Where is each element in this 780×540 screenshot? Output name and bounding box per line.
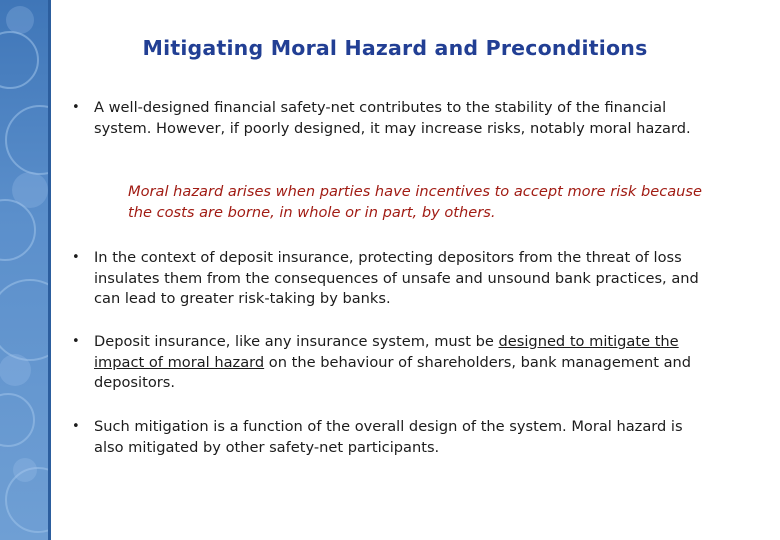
bullet-marker: • (72, 250, 80, 265)
bullet-item (72, 417, 712, 458)
bullet-marker: • (72, 100, 80, 115)
slide-title: Mitigating Moral Hazard and Preconditions (142, 36, 648, 60)
bullet-text-end: on the behaviour of shareholders, bank management and depositors. (94, 353, 692, 391)
bullet-item (72, 248, 712, 310)
moral-hazard-definition: Moral hazard arises when parties have incentives to accept more risk because the costs are borne, in whole or in part, by others. (128, 183, 703, 221)
bullet-text: Such mitigation is a function of the overall design of the system. Moral hazard is also mitigated by other safety-net participants. (94, 418, 683, 456)
sidebar-pattern (0, 0, 48, 540)
sidebar-divider (48, 0, 51, 540)
underlined-phrase: designed to mitigate the impact of moral hazard (94, 333, 679, 371)
bullet-item (72, 98, 712, 139)
bullet-text: In the context of deposit insurance, protecting depositors from the threat of loss insulates them from the consequences of unsafe and unsound bank practices, and can lead to greater risk-taking by banks. (94, 249, 699, 307)
decorative-sidebar (0, 0, 48, 540)
bullet-text: A well-designed financial safety-net contributes to the stability of the financial system. However, if poorly designed, it may increase risks, notably moral hazard. (94, 99, 691, 137)
bullet-text-start: Deposit insurance, like any insurance system, must be (94, 333, 499, 350)
bullet-marker: • (72, 419, 80, 434)
bullet-item (72, 332, 712, 394)
bullet-marker: • (72, 334, 80, 349)
bullet-text (94, 332, 704, 394)
